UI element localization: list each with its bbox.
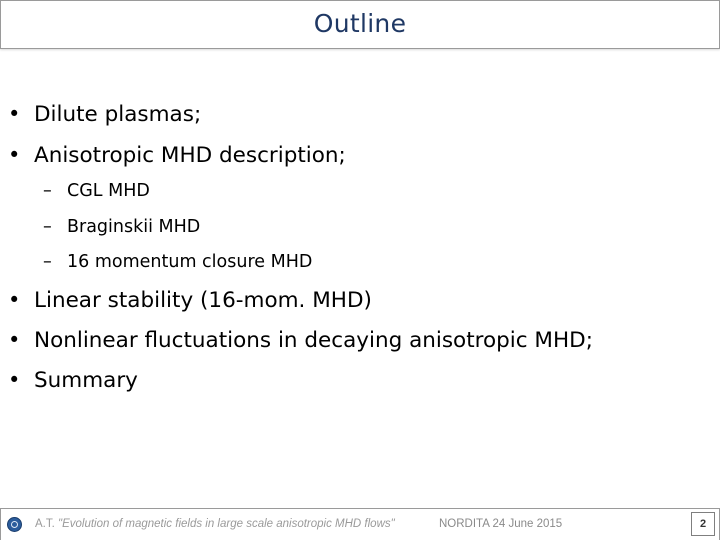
bullet-text: Dilute plasmas;	[34, 102, 202, 127]
footer-author: A.T.	[35, 518, 55, 530]
bullet-text: Anisotropic MHD description;	[34, 143, 346, 168]
bullet-text: Linear stability (16-mom. MHD)	[34, 288, 372, 313]
bullet-icon: •	[8, 143, 21, 167]
dash-icon: –	[43, 217, 52, 237]
slide-title: Outline	[313, 9, 407, 38]
bullet-item	[8, 367, 138, 394]
footer-talk-title: "Evolution of magnetic fields in large scale anisotropic MHD flows"	[58, 518, 395, 530]
sub-bullet-item	[43, 251, 312, 273]
sub-bullet-item	[43, 180, 150, 202]
bullet-icon: •	[8, 288, 21, 312]
bullet-item	[8, 142, 346, 169]
institute-logo-icon	[7, 517, 22, 532]
bullet-icon: •	[8, 328, 21, 352]
footer-venue: NORDITA 24 June 2015	[439, 518, 563, 530]
dash-icon: –	[43, 252, 52, 272]
bullet-text: Summary	[34, 368, 138, 393]
sub-bullet-text: CGL MHD	[67, 181, 150, 201]
bullet-item	[8, 327, 593, 354]
bullet-item	[8, 287, 372, 314]
sub-bullet-text: 16 momentum closure MHD	[67, 252, 313, 272]
page-number: 2	[691, 512, 715, 536]
dash-icon: –	[43, 181, 52, 201]
bullet-item	[8, 101, 201, 128]
bullet-text: Nonlinear fluctuations in decaying anisotropic MHD;	[34, 328, 593, 353]
sub-bullet-item	[43, 216, 200, 238]
footer-citation	[35, 518, 395, 530]
bullet-icon: •	[8, 368, 21, 392]
footer	[0, 508, 720, 540]
bullet-icon: •	[8, 102, 21, 126]
sub-bullet-text: Braginskii MHD	[67, 217, 201, 237]
